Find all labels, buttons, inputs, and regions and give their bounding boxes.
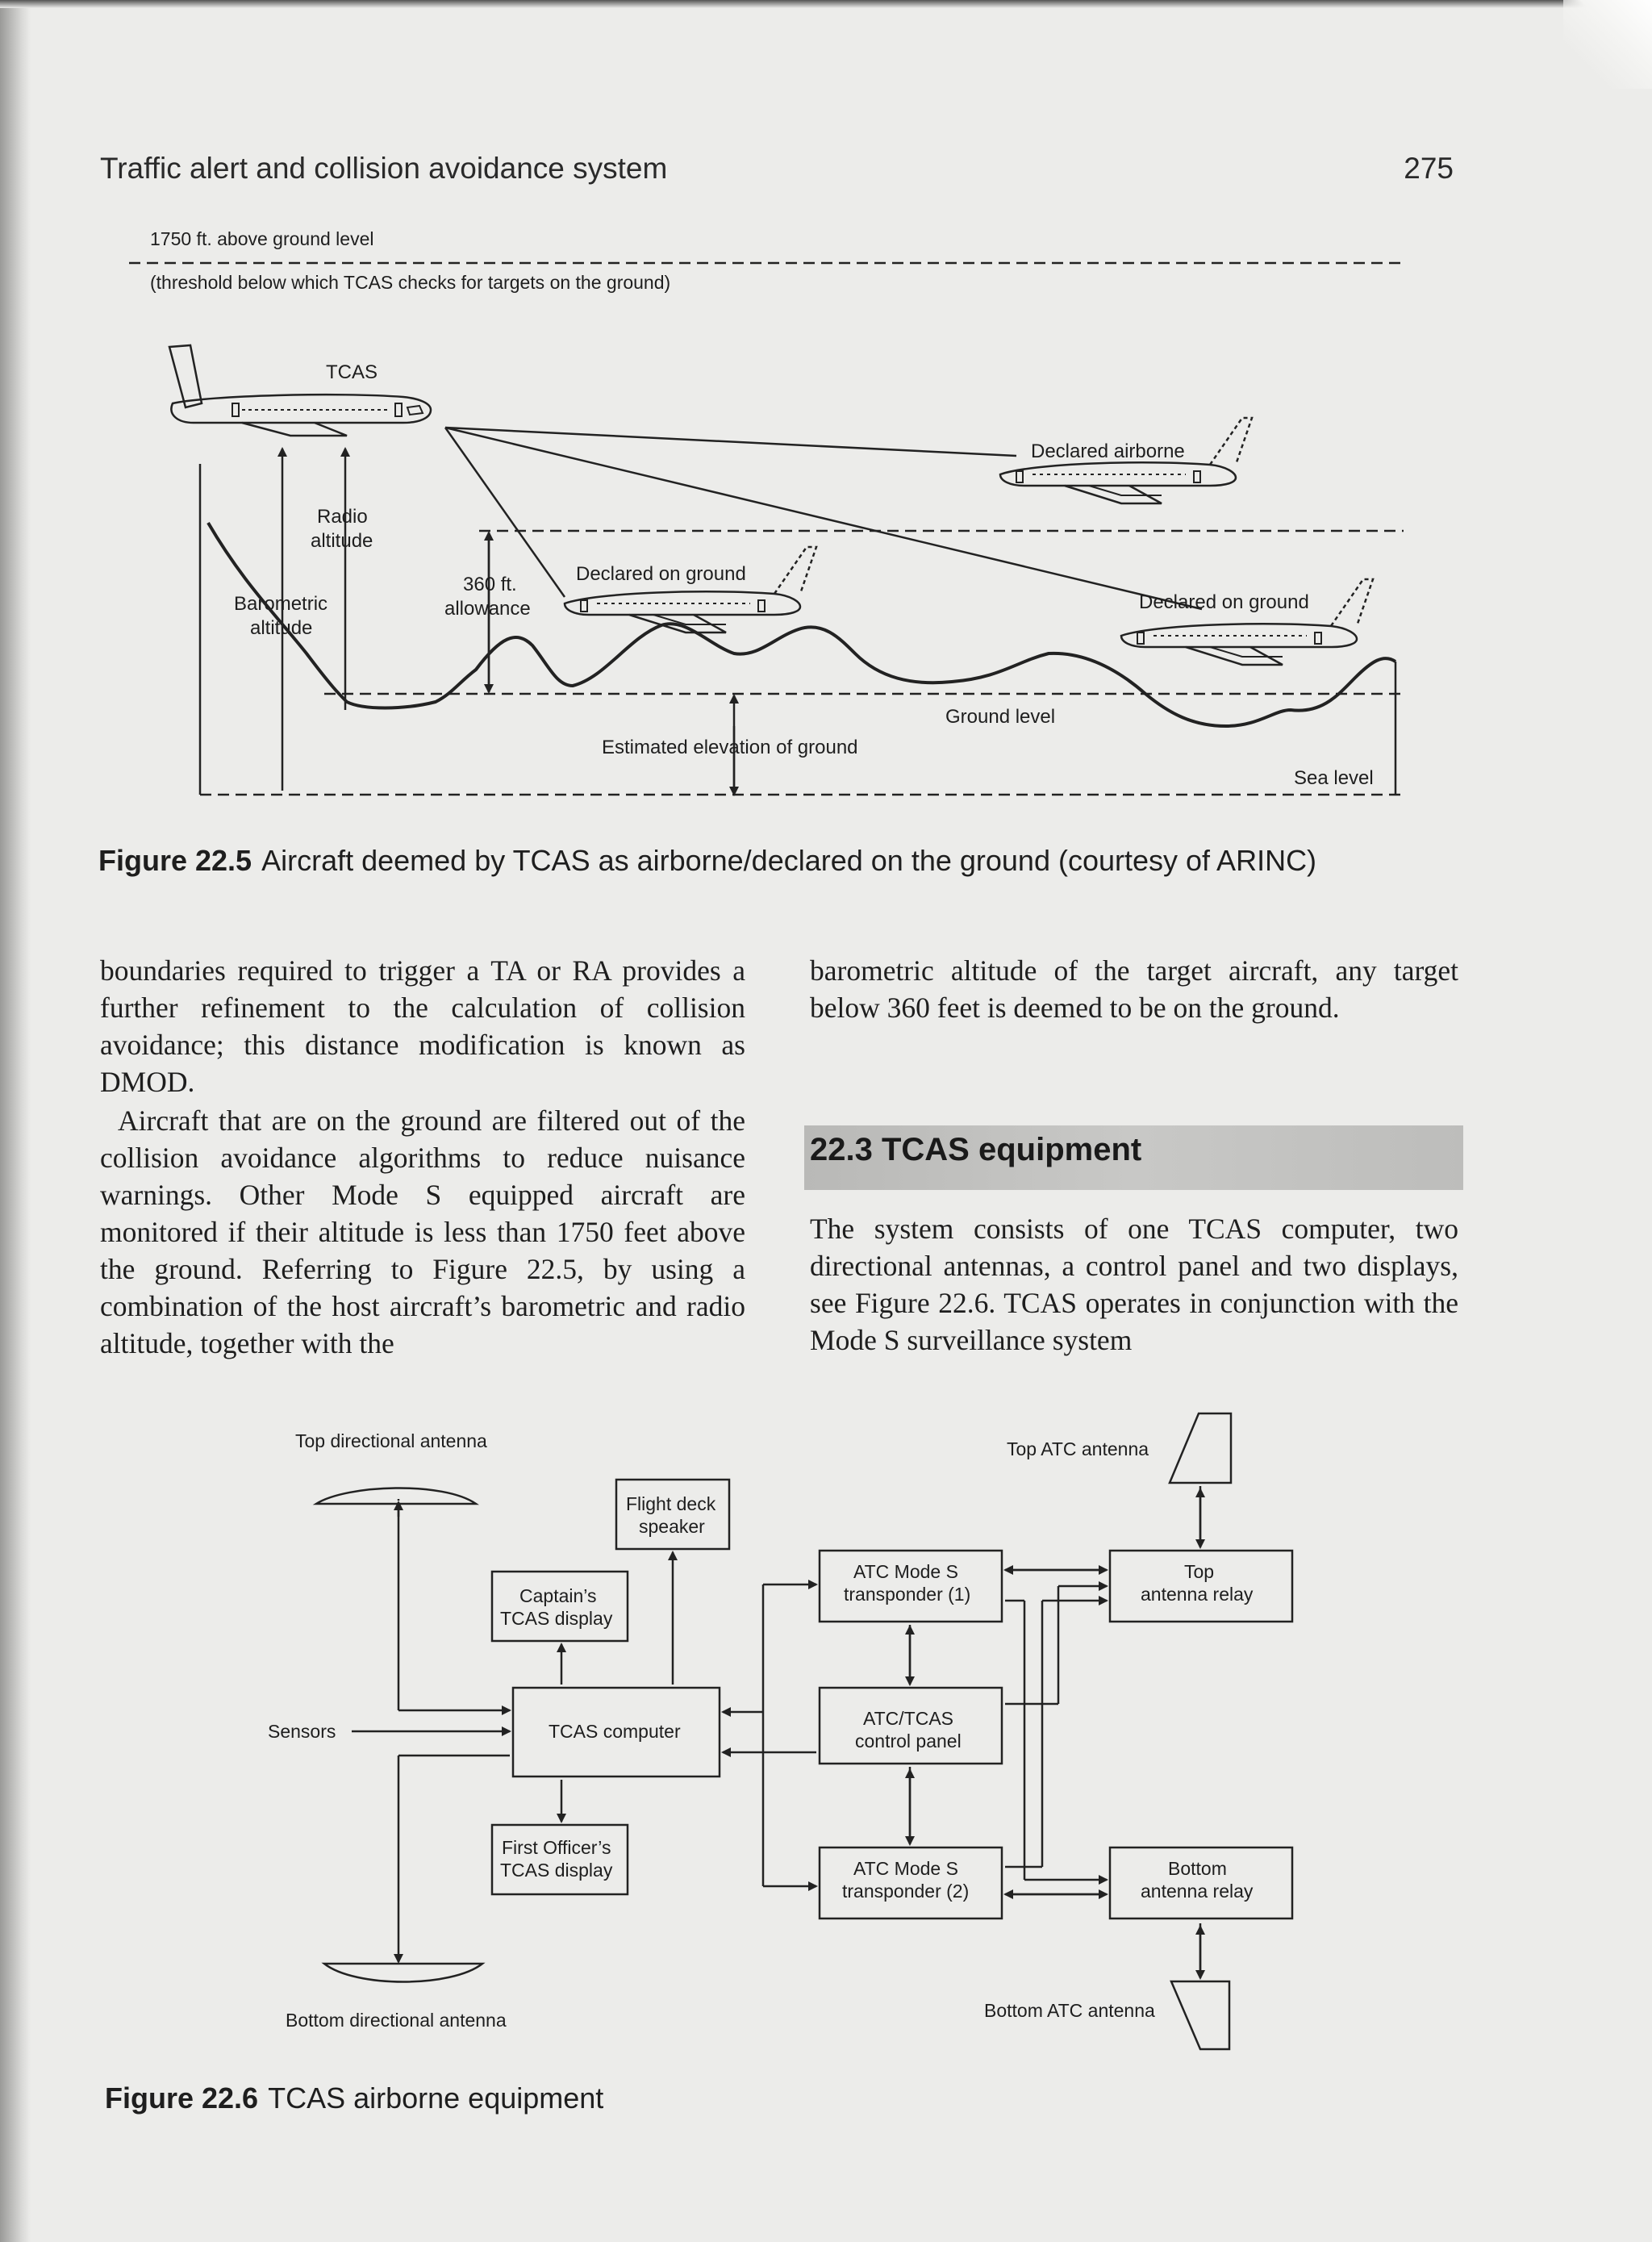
top-atc-antenna-icon bbox=[1170, 1413, 1231, 1483]
atc-transponder-2-label-1: ATC Mode S bbox=[853, 1858, 958, 1879]
tcas-label: TCAS bbox=[326, 361, 378, 383]
running-title: Traffic alert and collision avoidance system bbox=[100, 152, 668, 185]
bottom-antenna-relay-label-1: Bottom bbox=[1168, 1858, 1227, 1879]
right-paragraph-1: barometric altitude of the target aircraft, any target below 360 feet is deemed to be on the ground. bbox=[810, 954, 1458, 1024]
radio-altitude-label-1: Radio bbox=[317, 506, 368, 528]
ground-level-label: Ground level bbox=[945, 706, 1056, 728]
threshold-label-2: (threshold below which TCAS checks for targets on the ground) bbox=[150, 272, 671, 293]
bottom-atc-antenna-icon bbox=[1171, 1981, 1229, 2049]
figure-22-5-number: Figure 22.5 bbox=[98, 844, 252, 877]
control-panel-label-1: ATC/TCAS bbox=[863, 1708, 954, 1729]
top-antenna-relay-label-2: antenna relay bbox=[1141, 1584, 1254, 1605]
atc-transponder-1-label-1: ATC Mode S bbox=[853, 1561, 958, 1582]
bottom-antenna-relay-label-2: antenna relay bbox=[1141, 1881, 1254, 1902]
figure-22-6-caption bbox=[105, 2081, 603, 2115]
flight-deck-speaker-label-2: speaker bbox=[639, 1516, 705, 1537]
flight-deck-speaker-label-1: Flight deck bbox=[626, 1493, 716, 1514]
estimated-elevation-label: Estimated elevation of ground bbox=[602, 737, 858, 758]
declared-on-ground-1-label: Declared on ground bbox=[576, 563, 746, 585]
top-atc-antenna-label: Top ATC antenna bbox=[1007, 1438, 1149, 1459]
tcas-computer-label: TCAS computer bbox=[549, 1721, 681, 1742]
captains-display-label-2: TCAS display bbox=[500, 1608, 613, 1629]
captains-display-box bbox=[492, 1572, 628, 1641]
figure-22-6-caption-text: TCAS airborne equipment bbox=[268, 2081, 604, 2115]
first-officer-display-label-2: TCAS display bbox=[500, 1860, 613, 1881]
baro-altitude-label-2: altitude bbox=[250, 617, 313, 639]
baro-altitude-label-1: Barometric bbox=[234, 593, 328, 615]
control-panel-label-2: control panel bbox=[855, 1731, 962, 1751]
top-directional-antenna-label: Top directional antenna bbox=[295, 1430, 487, 1451]
atc-transponder-2-label-2: transponder (2) bbox=[842, 1881, 970, 1902]
right-paragraph-2: The system consists of one TCAS computer, two directional antennas, a control panel and two displays, see Figure 22.6. TCAS operates in conjunction with the Mode S surveillance system bbox=[810, 1213, 1458, 1356]
allowance-label-2: allowance bbox=[444, 598, 531, 620]
bottom-atc-antenna-label: Bottom ATC antenna bbox=[984, 2000, 1155, 2021]
captains-display-label-1: Captain’s bbox=[519, 1585, 597, 1606]
threshold-label-1: 1750 ft. above ground level bbox=[150, 228, 374, 249]
first-officer-display-label-1: First Officer’s bbox=[502, 1837, 611, 1858]
left-paragraph-2: Aircraft that are on the ground are filtered out of the collision avoidance algorithms to reduce nuisance warnings. Other Mode S equipped aircraft are monitored if their altitude is less than 1750 feet above the ground. Referring to Figure 22.5, by using a combination of the host aircraft’s barometric and radio altitude, together with the bbox=[100, 1104, 745, 1359]
sea-level-label: Sea level bbox=[1294, 767, 1374, 789]
atc-transponder-1-label-2: transponder (1) bbox=[844, 1584, 971, 1605]
page-number: 275 bbox=[1404, 152, 1454, 185]
section-heading: 22.3 TCAS equipment bbox=[810, 1132, 1142, 1167]
left-paragraph-1: boundaries required to trigger a TA or RA provides a further refinement to the calculation of collision avoidance; this distance modification is known as DMOD. bbox=[100, 954, 745, 1098]
top-directional-antenna-icon bbox=[316, 1488, 476, 1504]
declared-airborne-label: Declared airborne bbox=[1031, 440, 1185, 462]
radio-altitude-label-2: altitude bbox=[311, 530, 373, 552]
top-antenna-relay-label-1: Top bbox=[1184, 1561, 1215, 1582]
figure-22-6-number: Figure 22.6 bbox=[105, 2081, 259, 2115]
declared-on-ground-2-label: Declared on ground bbox=[1139, 591, 1309, 613]
figure-22-5-caption-text: Aircraft deemed by TCAS as airborne/declared on the ground (courtesy of ARINC) bbox=[261, 844, 1317, 877]
sensors-label: Sensors bbox=[268, 1721, 336, 1742]
flight-deck-speaker-box bbox=[616, 1480, 729, 1549]
allowance-label-1: 360 ft. bbox=[463, 574, 517, 595]
bottom-directional-antenna-label: Bottom directional antenna bbox=[286, 2010, 507, 2031]
bottom-directional-antenna-icon bbox=[324, 1964, 482, 1982]
